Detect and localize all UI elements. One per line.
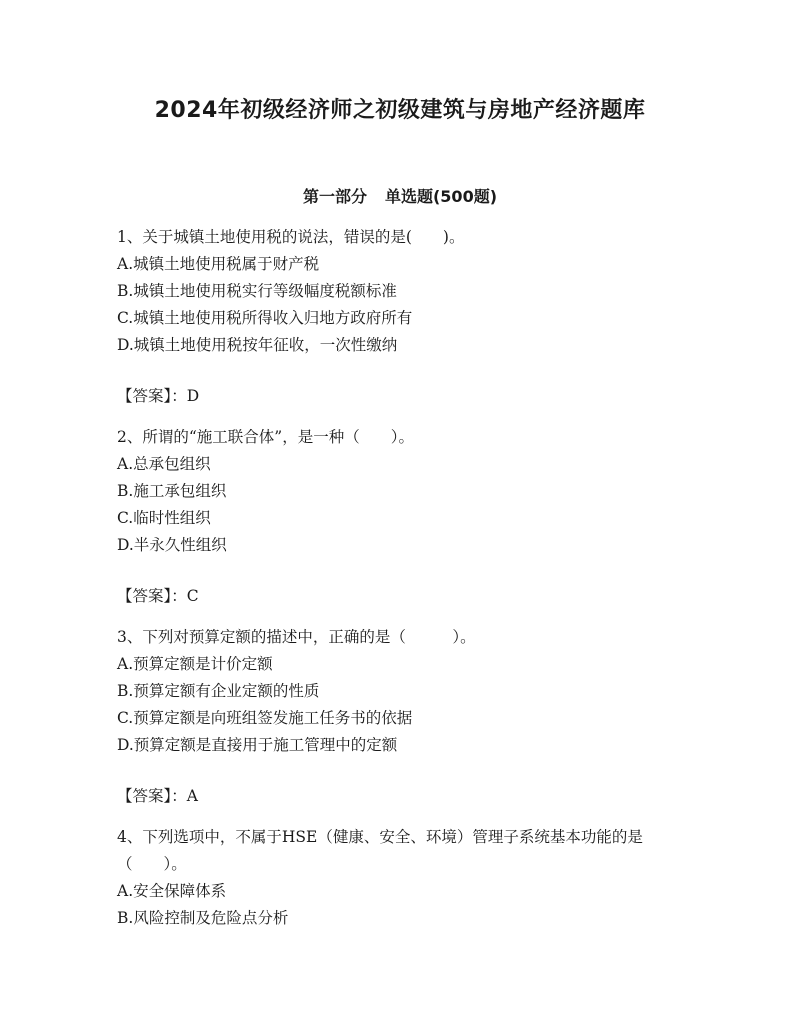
- question-1: [117, 224, 697, 410]
- question-stem: 3、下列对预算定额的描述中，正确的是（ ）。: [117, 628, 476, 646]
- answer-value: A: [186, 787, 198, 805]
- question-4: [117, 824, 697, 932]
- option-b: B.风险控制及危险点分析: [117, 909, 289, 927]
- option-d: D.预算定额是直接用于施工管理中的定额: [117, 736, 398, 754]
- option-c: C.预算定额是向班组签发施工任务书的依据: [117, 709, 413, 727]
- option-d: D.城镇土地使用税按年征收，一次性缴纳: [117, 336, 398, 354]
- section-name: 单选题(500题): [384, 187, 498, 206]
- answer-line: [117, 583, 697, 610]
- question-2: [117, 424, 697, 610]
- option-c: C.临时性组织: [117, 509, 211, 527]
- option-a: A.安全保障体系: [117, 882, 227, 900]
- option-a: A.预算定额是计价定额: [117, 655, 273, 673]
- answer-value: D: [186, 387, 200, 405]
- question-3: [117, 624, 697, 810]
- option-b: B.城镇土地使用税实行等级幅度税额标准: [117, 282, 397, 300]
- question-list: [117, 224, 697, 932]
- answer-label: 【答案】：: [117, 787, 187, 805]
- answer-label: 【答案】：: [117, 587, 187, 605]
- question-stem: 4、下列选项中，不属于HSE（健康、安全、环境）管理子系统基本功能的是（ ）。: [117, 828, 643, 873]
- section-part: 第一部分: [302, 187, 367, 206]
- document-title: 2024年初级经济师之初级建筑与房地产经济题库: [154, 98, 646, 123]
- option-b: B.预算定额有企业定额的性质: [117, 682, 320, 700]
- answer-line: [117, 383, 697, 410]
- answer-label: 【答案】：: [117, 387, 187, 405]
- answer-value: C: [186, 587, 199, 605]
- question-stem: 2、所谓的“施工联合体”，是一种（ ）。: [117, 428, 414, 446]
- option-c: C.城镇土地使用税所得收入归地方政府所有: [117, 309, 413, 327]
- section-heading: [0, 184, 800, 207]
- question-stem: 1、关于城镇土地使用税的说法，错误的是( )。: [117, 228, 465, 246]
- option-b: B.施工承包组织: [117, 482, 227, 500]
- option-d: D.半永久性组织: [117, 536, 227, 554]
- option-a: A.总承包组织: [117, 455, 211, 473]
- answer-line: [117, 783, 697, 810]
- option-a: A.城镇土地使用税属于财产税: [117, 255, 320, 273]
